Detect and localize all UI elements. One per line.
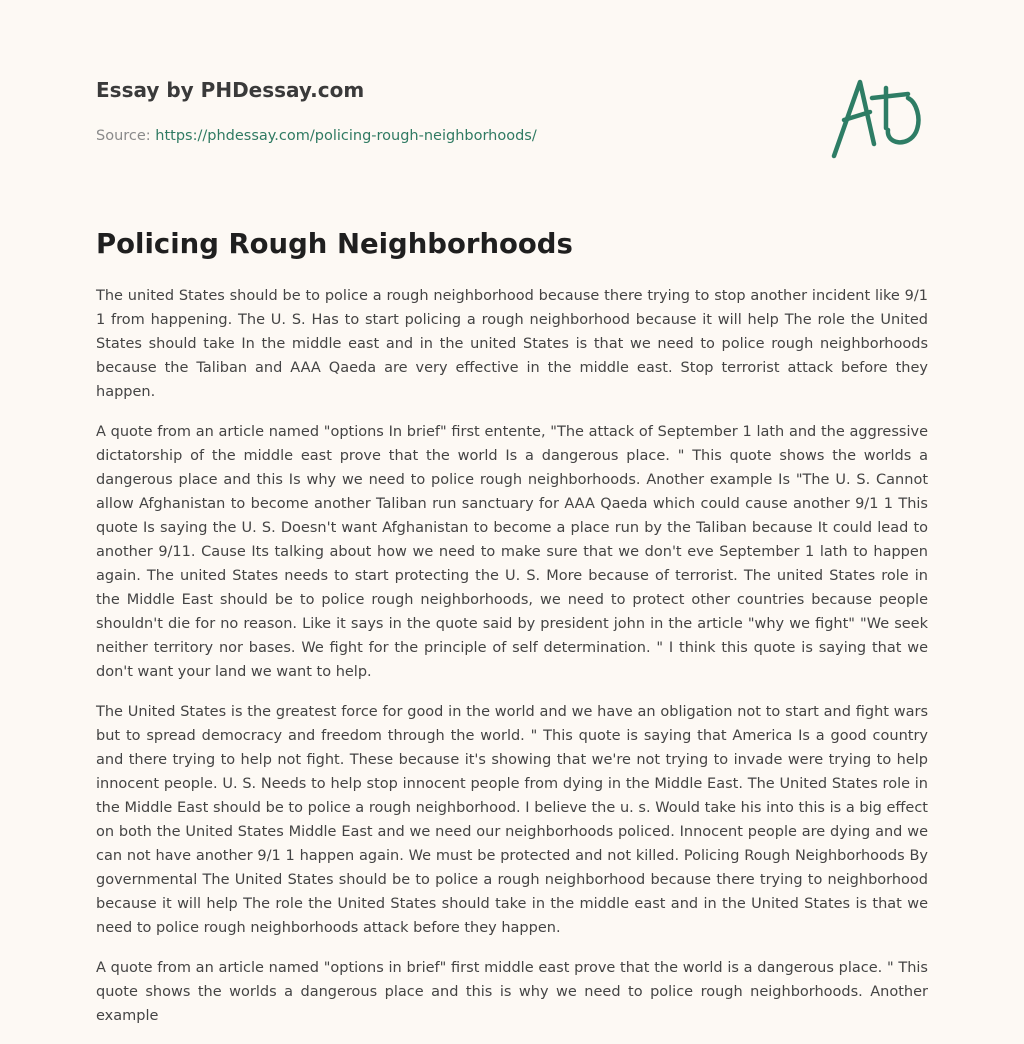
essay-paragraph: The United States is the greatest force for good in the world and we have an obligation not to start and fight wars but to spread democracy and freedom through the world. " This quote is saying that America Is a good country and there trying to help not fight. These because it's showing that we're not trying to invade were trying to help innocent people. U. S. Needs to help stop innocent people from dying in the Middle East. The United States role in the Middle East should be to police a rough neighborhood. I believe the u. s. Would take his into this is a big effect on both the United States Middle East and we need our neighborhoods policed. Innocent people are dying and we can not have another 9/1 1 happen again. We must be protected and not killed. Policing Rough Neighborhoods By governmental The United States should be to police a rough neighborhood because there trying to neighborhood because it will help The role the United States should take in the middle east and in the United States is that we need to police rough neighborhoods attack before they happen. bbox=[96, 704, 928, 936]
source-line bbox=[96, 126, 928, 146]
source-label: Source: bbox=[96, 128, 151, 144]
source-link[interactable]: https://phdessay.com/policing-rough-neighborhoods/ bbox=[155, 128, 537, 144]
essay-title: Policing Rough Neighborhoods bbox=[96, 228, 573, 260]
essay-paragraph: The united States should be to police a rough neighborhood because there trying to stop another incident like 9/1 1 from happening. The U. S. Has to start policing a rough neighborhood because it will help The role the United States should take In the middle east and in the united States is that we need to police rough neighborhoods because the Taliban and AAA Qaeda are very effective in the middle east. Stop terrorist attack before they happen. bbox=[96, 288, 928, 400]
essay-paragraph: A quote from an article named "options in brief" first middle east prove that the world is a dangerous place. " This quote shows the worlds a dangerous place and this is why we need to police rough neighborhoods. Another example bbox=[96, 960, 928, 1024]
essay-body bbox=[96, 284, 928, 1044]
essay-paragraph: A quote from an article named "options In brief" first entente, "The attack of September 1 lath and the aggressive dictatorship of the middle east prove that the world Is a dangerous place. " This quote shows the worlds a dangerous place and this Is why we need to police rough neighborhoods. Another example Is "The U. S. Cannot allow Afghanistan to become another Taliban run sanctuary for AAA Qaeda which could cause another 9/1 1 This quote Is saying the U. S. Doesn't want Afghanistan to become a place run by the Taliban because It could lead to another 9/11. Cause Its talking about how we need to make sure that we don't eve September 1 lath to happen again. The united States needs to start protecting the U. S. More because of terrorist. The united States role in the Middle East should be to police rough neighborhoods, we need to protect other countries because people shouldn't die for no reason. Like it says in the quote said by president john in the article "why we fight" "We seek neither territory nor bases. We fight for the principle of self determination. " I think this quote is saying that we don't want your land we want to help. bbox=[96, 424, 928, 680]
site-brand: Essay by PHDessay.com bbox=[96, 78, 365, 102]
a-plus-logo-icon bbox=[824, 68, 928, 164]
page-header bbox=[96, 76, 928, 186]
